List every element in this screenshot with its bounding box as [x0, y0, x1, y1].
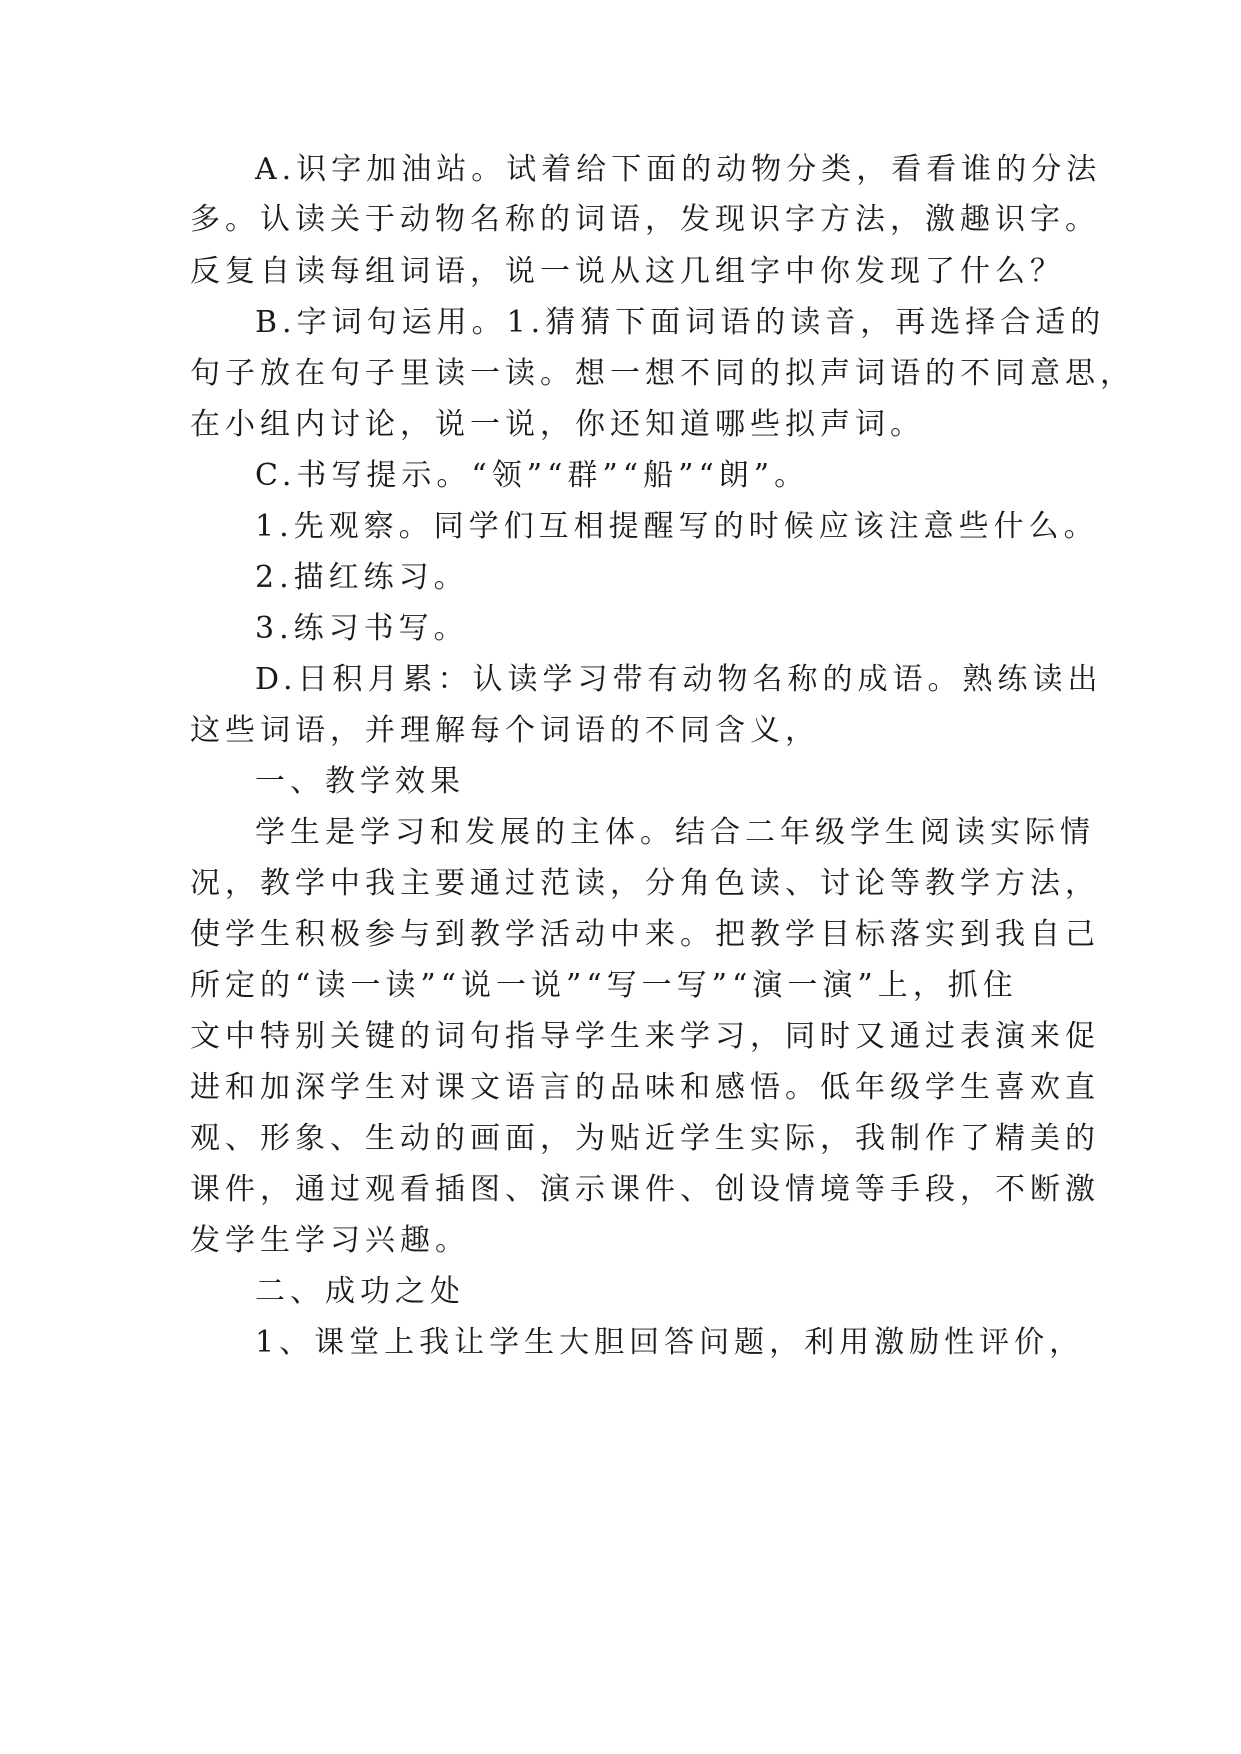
text-line: B.字词句运用。1.猜猜下面词语的读音，再选择合适的 [255, 305, 1106, 340]
text-line: A.识字加油站。试着给下面的动物分类，看看谁的分法 [255, 152, 1102, 187]
text-line: D.日积月累：认读学习带有动物名称的成语。熟练读出 [255, 662, 1103, 697]
text-line: 进和加深学生对课文语言的品味和感悟。低年级学生喜欢直 [190, 1070, 1100, 1105]
section-heading: 二、成功之处 [255, 1274, 465, 1309]
text-line: 课件，通过观看插图、演示课件、创设情境等手段，不断激 [190, 1172, 1100, 1207]
text-line: 反复自读每组词语，说一说从这几组字中你发现了什么？ [190, 254, 1065, 289]
text-line: 况，教学中我主要通过范读，分角色读、讨论等教学方法， [190, 866, 1100, 901]
text-line: 学生是学习和发展的主体。结合二年级学生阅读实际情 [255, 815, 1095, 850]
text-line: 这些词语，并理解每个词语的不同含义， [190, 713, 820, 748]
section-heading: 一、教学效果 [255, 764, 465, 799]
text-line: 发学生学习兴趣。 [190, 1223, 470, 1258]
text-line: 3.练习书写。 [255, 611, 469, 646]
text-line: 1、课堂上我让学生大胆回答问题，利用激励性评价， [255, 1325, 1085, 1360]
text-line: 观、形象、生动的画面，为贴近学生实际，我制作了精美的 [190, 1121, 1100, 1156]
text-line: 所定的“读一读”“说一说”“写一写”“演一演”上，抓住 [190, 968, 1018, 1003]
text-line: 文中特别关键的词句指导学生来学习，同时又通过表演来促 [190, 1019, 1100, 1054]
text-line: 句子放在句子里读一读。想一想不同的拟声词语的不同意思， [190, 356, 1135, 391]
text-line: 多。认读关于动物名称的词语，发现识字方法，激趣识字。 [190, 202, 1100, 237]
text-line: 使学生积极参与到教学活动中来。把教学目标落实到我自己 [190, 917, 1100, 952]
text-line: C.书写提示。“领”“群”“船”“朗”。 [255, 458, 810, 493]
text-line: 2.描红练习。 [255, 560, 469, 595]
text-line: 在小组内讨论，说一说，你还知道哪些拟声词。 [190, 407, 925, 442]
text-line: 1.先观察。同学们互相提醒写的时候应该注意些什么。 [255, 509, 1099, 544]
